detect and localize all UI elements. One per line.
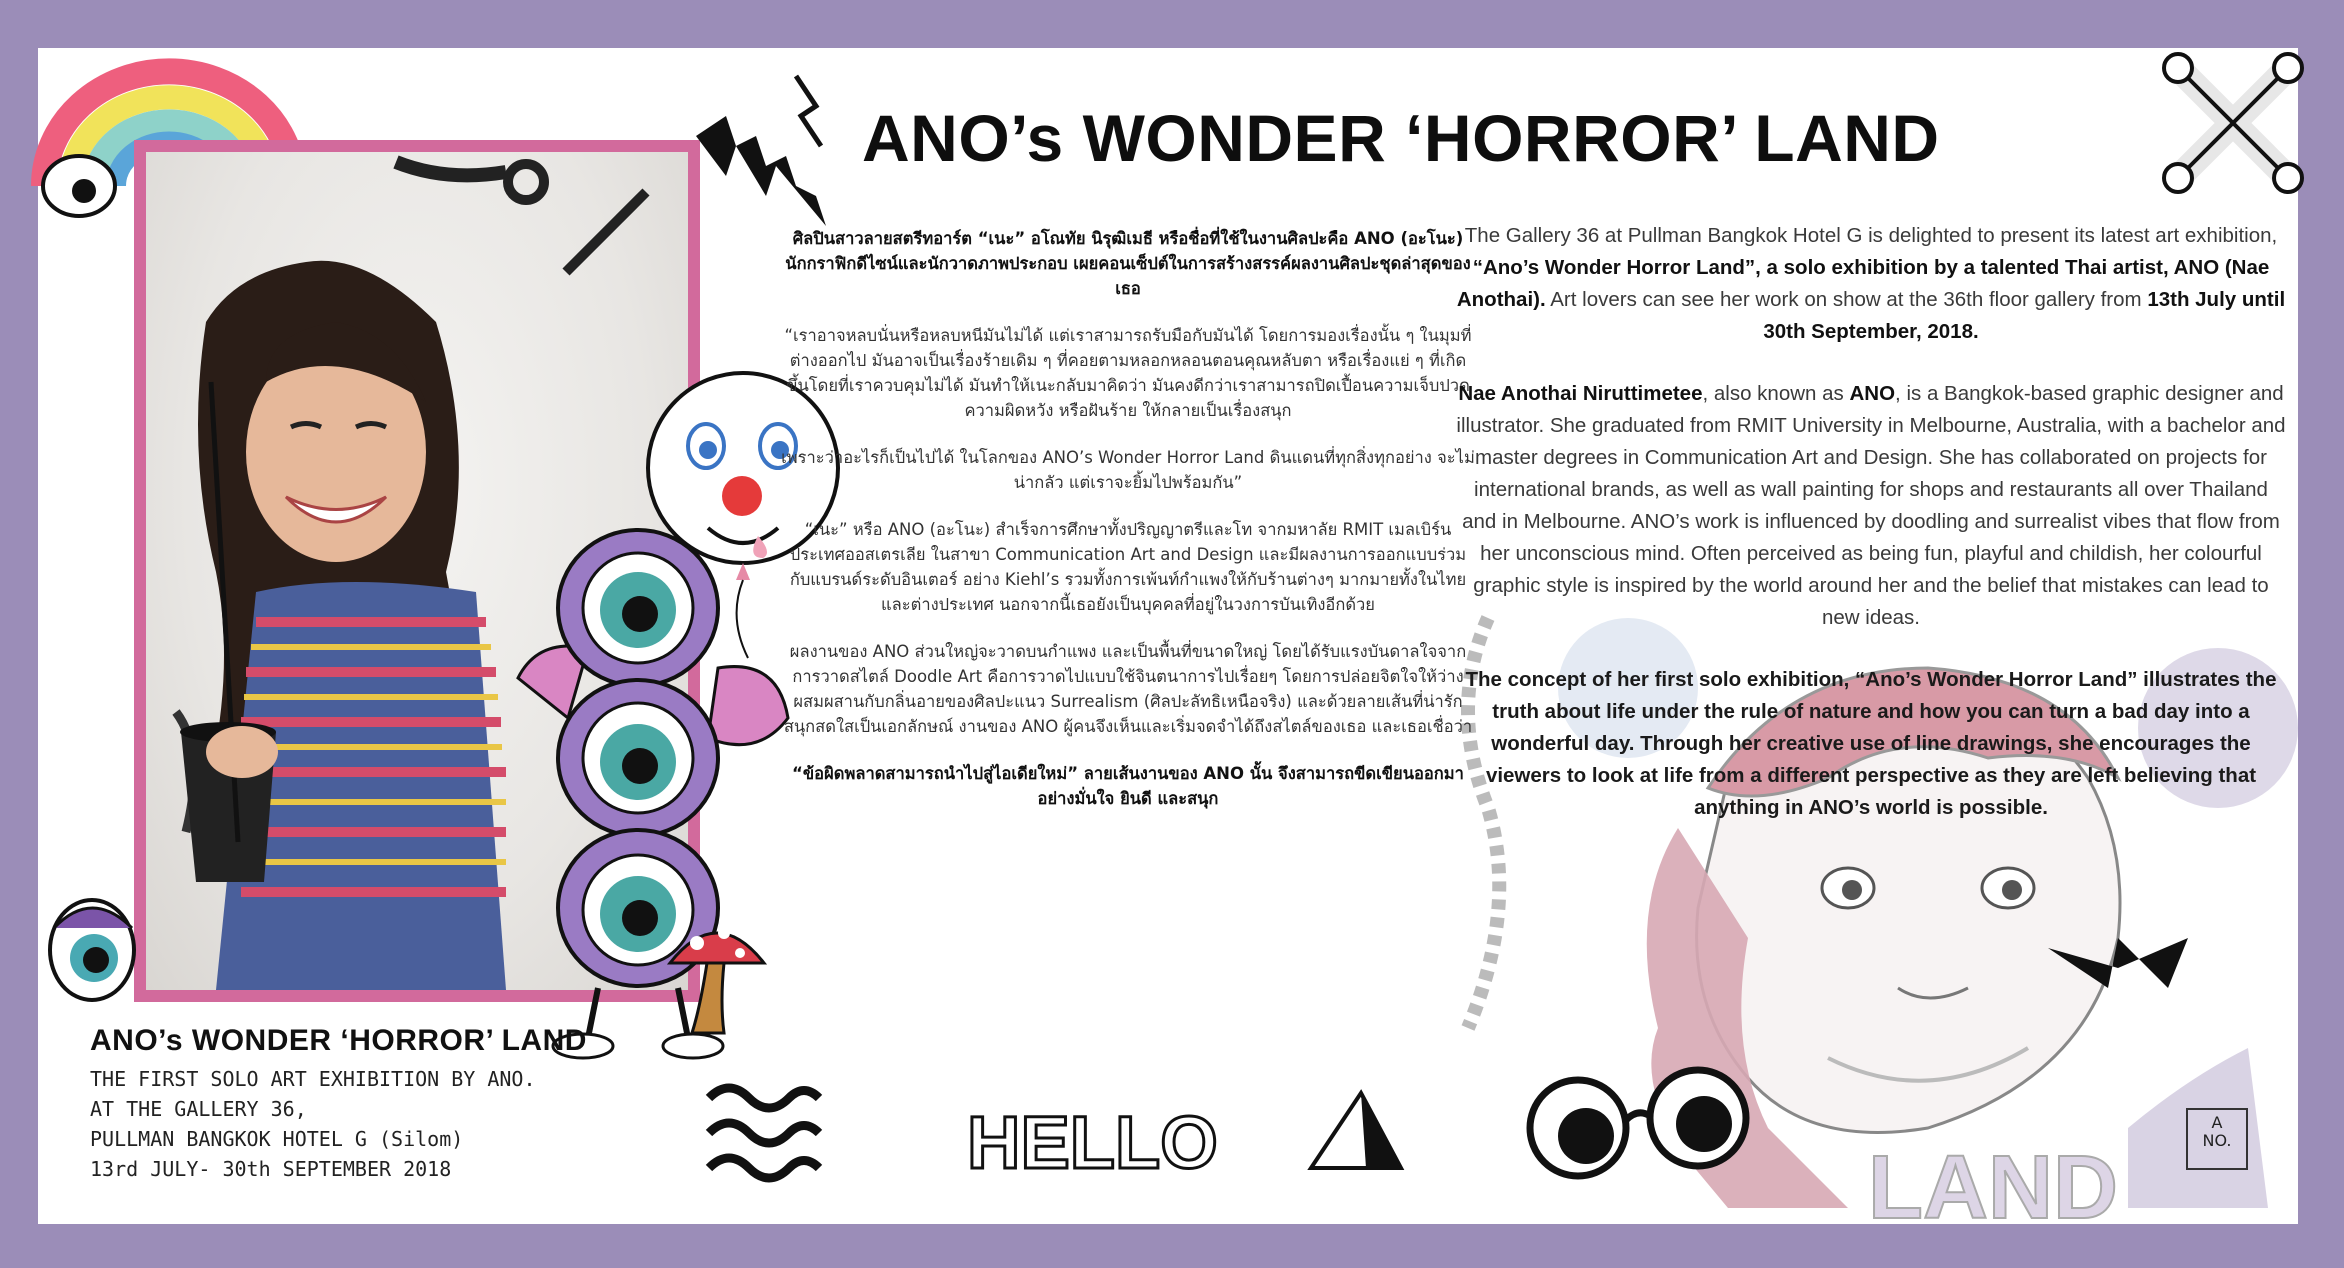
ano-logo [2186, 1108, 2248, 1170]
english-paragraph-1 [1456, 220, 2286, 348]
thai-paragraph-3: เพราะว่าอะไรก็เป็นไปได้ ในโลกของ ANO’s Wonder Horror Land ดินแดนที่ทุกสิ่งทุกอย่าง จะไม่น่ากลัว แต่เราจะยิ้มไปพร้อมกัน” [781, 448, 1475, 492]
page-title: ANO’s WONDER ‘HORROR’ LAND [862, 101, 1940, 175]
ano-logo-line-1: A [2211, 1113, 2223, 1132]
english-p1-text-b: “Ano’s Wonder Horror Land”, a solo exhibition by a talented Thai artist, ANO (Nae Anothai). [1456, 256, 2270, 311]
english-p2-text-b: , also known as [1702, 382, 1850, 405]
hello-doodle-text: HELLO [967, 1101, 1218, 1184]
wave-doodle [704, 1078, 824, 1188]
eye-doodle [42, 888, 142, 1008]
mushroom-doodle [662, 908, 772, 1038]
pyramid-doodle [1306, 1088, 1406, 1178]
thai-paragraph-6: “ข้อผิดพลาดสามารถนำไปสู่ไอเดียใหม่” ลายเส้นงานของ ANO นั้น จึงสามารถขีดเขียนออกมาอย่างมั่นใจ ยินดี และสนุก [792, 764, 1464, 808]
exhibition-line-1: THE FIRST SOLO ART EXHIBITION BY ANO. [90, 1067, 536, 1091]
land-doodle-text: LAND [1868, 1138, 2118, 1238]
english-paragraph-2 [1456, 378, 2286, 634]
thai-paragraph-1: ศิลปินสาวลายสตรีทอาร์ต “เนะ” อโณทัย นิรุฒิเมธี หรือชื่อที่ใช้ในงานศิลปะคือ ANO (อะโนะ) นักกราฟิกดีไซน์และนักวาดภาพประกอบ เผยคอนเซ็ปต์ในการสร้างสรรค์ผลงานศิลปะชุดล่าสุดของเธอ [785, 229, 1471, 298]
zigzag-doodle [686, 76, 846, 226]
bone-cross-doodle [2158, 48, 2308, 198]
hello-doodle [962, 1088, 1218, 1188]
english-p2-text-d: , is a Bangkok-based graphic designer and illustrator. She graduated from RMIT University in Melbourne, Australia, with a bachelor and master degrees in Communication Art and Design. She has collaborated on projects for international brands, as well as wall painting for shops and restaurants all over Thailand and in Melbourne. ANO’s work is influenced by doodling and surrealist vibes that flow from her unconscious mind. Often perceived as being fun, playful and childish, her colourful graphic style is inspired by the world around her and the belief that mistakes can lead to new ideas. [1456, 382, 2286, 629]
english-p1-text-d: 13th July until 30th September, 2018. [1763, 288, 2286, 343]
english-p1-text-a: The Gallery 36 at Pullman Bangkok Hotel G is delighted to present its latest art exhibition, [1464, 224, 2278, 247]
thai-paragraph-5: ผลงานของ ANO ส่วนใหญ่จะวาดบนกำแพง และเป็นพื้นที่ขนาดใหญ่ โดยได้รับแรงบันดาลใจจากการวาดสไตล์ Doodle Art คือการวาดไปแบบใช้จินตนาการไปเรื่อยๆ โดยการปล่อยจิตใจให้ว่าง ผสมผสานกับกลิ่นอายของศิลปะแนว Surrealism (ศิลปะลัทธิเหนือจริง) และด้วยลายเส้นที่น่ารัก สนุกสดใสเป็นเอกลักษณ์ งานของ ANO ผู้คนจึงเห็นและเริ่มจดจำได้ถึงสไตล์ของเธอ และเธอเชื่อว่า [783, 642, 1473, 736]
exhibition-line-2: AT THE GALLERY 36, [90, 1097, 307, 1121]
thai-description [780, 226, 1476, 833]
exhibition-line-4: 13rd JULY- 30th SEPTEMBER 2018 [90, 1157, 452, 1181]
ano-logo-line-2: NO. [2202, 1131, 2232, 1150]
english-p1-text-c: Art lovers can see her work on show at the 36th floor gallery from [1545, 288, 2148, 311]
sunglasses-doodle [1530, 1070, 1746, 1176]
thai-paragraph-4: “เนะ” หรือ ANO (อะโนะ) สำเร็จการศึกษาทั้งปริญญาตรีและโท จากมหาลัย RMIT เมลเบิร์น ประเทศออสเตรเลีย ในสาขา Communication Art and Design และมีผลงานการออกแบบร่วมกับแบรนด์ระดับอินเตอร์ อย่าง Kiehl’s รวมทั้งการเพ้นท์กำแพงให้กับร้านต่างๆ มากมายทั้งในไทย และต่างประเทศ นอกจากนี้เธอยังเป็นบุคคลที่อยู่ในวงการบันเทิงอีกด้วย [789, 520, 1467, 614]
exhibition-line-3: PULLMAN BANGKOK HOTEL G (Silom) [90, 1127, 464, 1151]
exhibition-info [90, 1024, 587, 1184]
english-p2-text-c: ANO [1849, 382, 1896, 405]
english-p2-text-a: Nae Anothai Niruttimetee [1458, 382, 1703, 405]
thai-paragraph-2: “เราอาจหลบนั่นหรือหลบหนีมันไม่ได้ แต่เราสามารถรับมือกับมันได้ โดยการมองเรื่องนั้น ๆ ในมุมที่ต่างออกไป มันอาจเป็นเรื่องร้ายเดิม ๆ ที่คอยตามหลอกหลอนตอนคุณหลับตา หรือเรื่องแย่ ๆ ที่เกิดขึ้นโดยที่เราควบคุมไม่ได้ มันทำให้เนะกลับมาคิดว่า มันคงดีกว่าเราสามารถปิดเปื้อนความเจ็บปวด ความผิดหวัง หรือฝันร้าย ให้กลายเป็นเรื่องสนุก [784, 326, 1472, 420]
english-paragraph-3: The concept of her first solo exhibition, “Ano’s Wonder Horror Land” illustrates the truth about life under the rule of nature and how you can turn a bad day into a wonderful day. Through her creative use of line drawings, she encourages the viewers to look at life from a different perspective as they are left believing that anything in ANO’s world is possible. [1465, 668, 2277, 819]
exhibition-title: ANO’s WONDER ‘HORROR’ LAND [90, 1024, 587, 1057]
poster-page [38, 48, 2298, 1238]
english-description [1456, 220, 2286, 854]
